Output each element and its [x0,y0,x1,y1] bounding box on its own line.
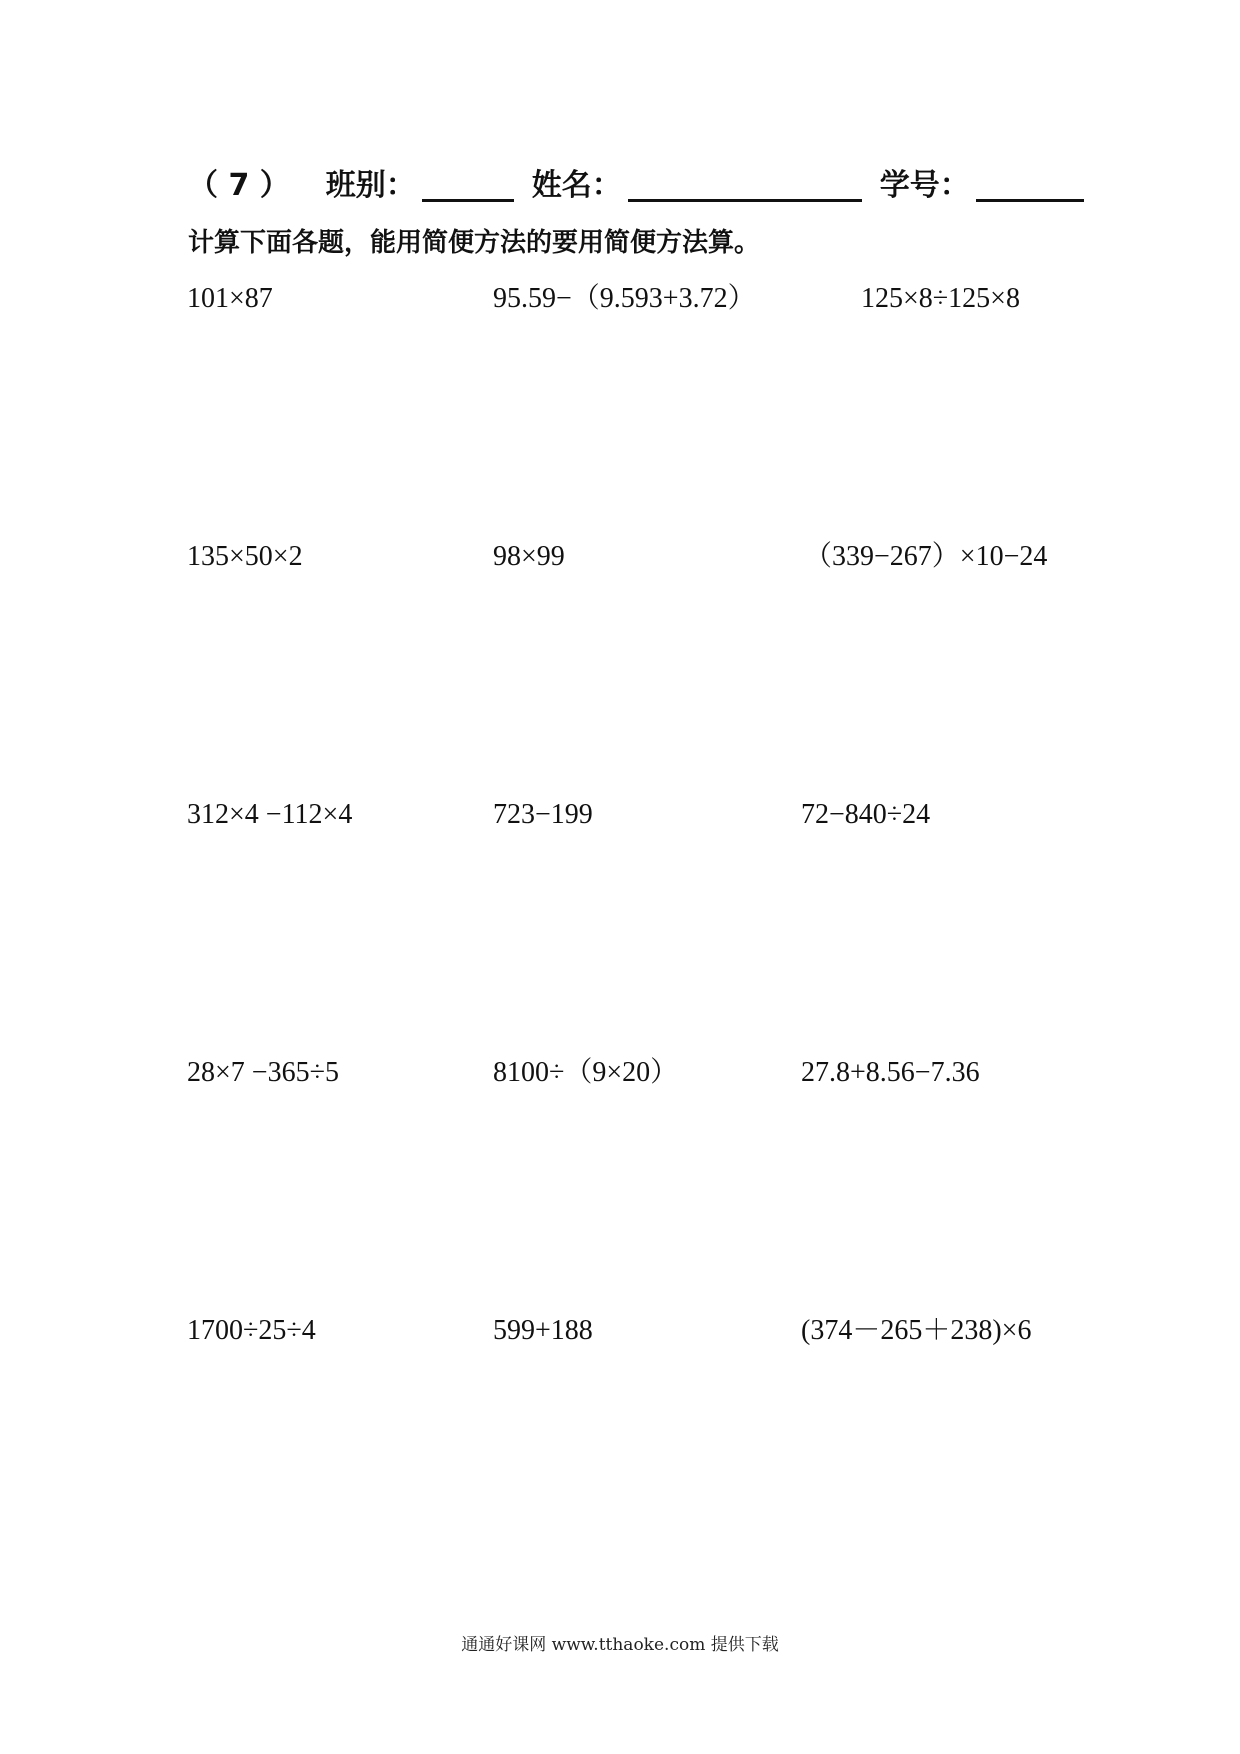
problem-3-2: 723−199 [493,799,593,830]
instruction-text: 计算下面各题，能用简便方法的要用简便方法算。 [188,228,761,258]
name-label: 姓名： [531,168,622,203]
problem-4-2: 8100÷（9×20） [493,1057,679,1088]
problem-5-2: 599+188 [493,1315,593,1346]
problem-1-3: 125×8÷125×8 [861,283,1020,314]
problem-4-3: 27.8+8.56−7.36 [801,1057,980,1088]
problem-5-1: 1700÷25÷4 [187,1315,316,1346]
problem-2-3: （339−267）×10−24 [804,541,1048,572]
class-label: 班别： [325,168,416,203]
problem-5-3: (374－265＋238)×6 [801,1315,1032,1346]
problem-4-1: 28×7 −365÷5 [187,1057,339,1088]
problem-3-3: 72−840÷24 [801,799,931,830]
problem-1-2: 95.59−（9.593+3.72） [493,283,756,314]
problem-1-1: 101×87 [187,283,273,314]
student-id-label: 学号： [879,168,970,203]
problem-3-1: 312×4 −112×4 [187,799,353,830]
problem-2-2: 98×99 [493,541,565,572]
problem-2-1: 135×50×2 [187,541,303,572]
footer-credit: 通通好课网 www.tthaoke.com 提供下载 [461,1635,779,1655]
worksheet-number: （ 7 ） [188,168,290,203]
